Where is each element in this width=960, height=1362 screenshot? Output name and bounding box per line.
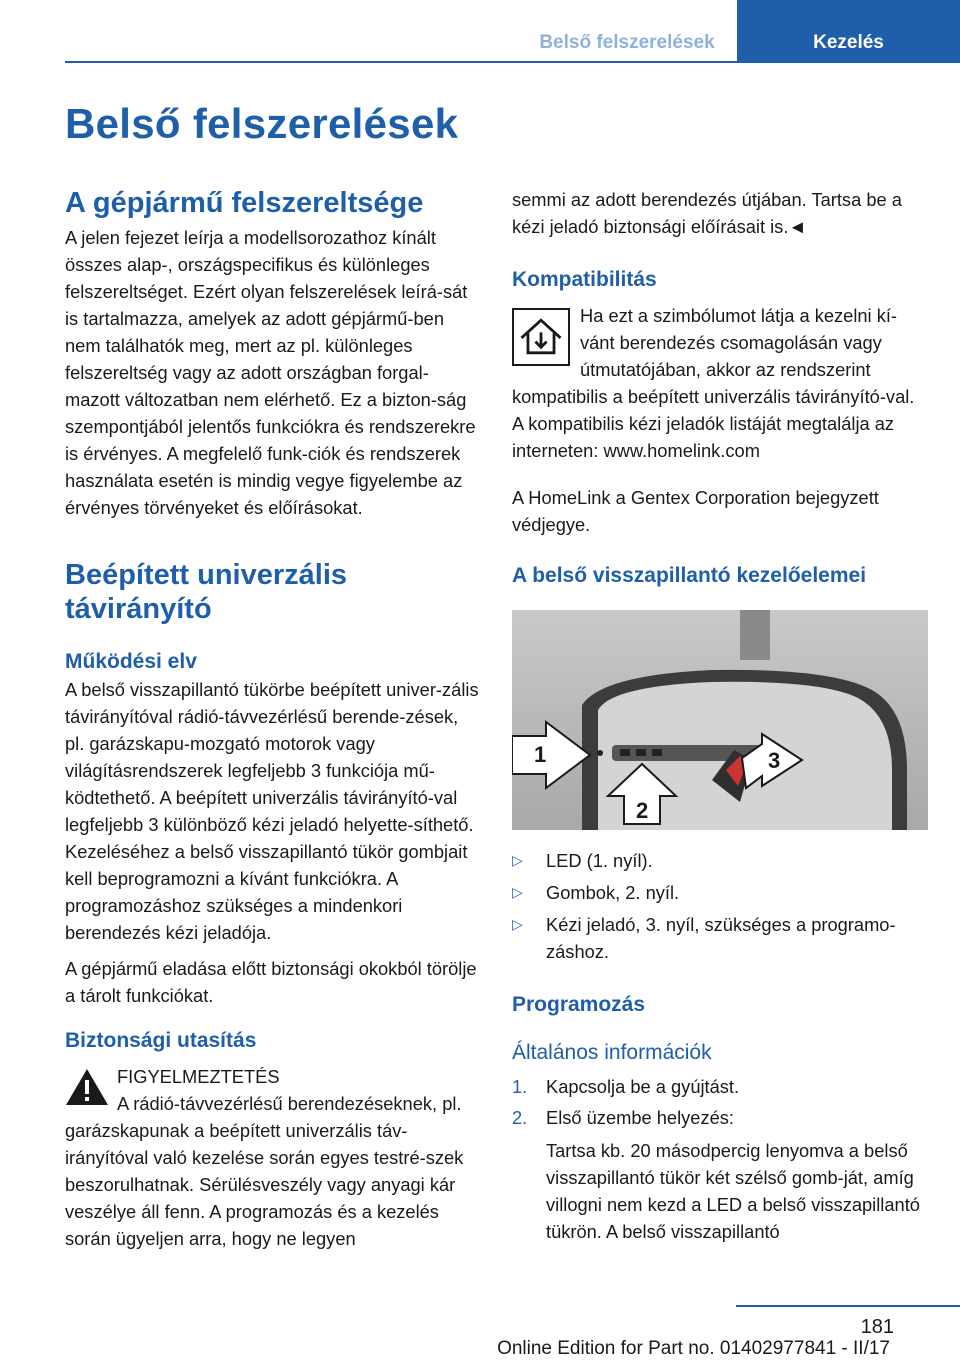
paragraph-continuation: semmi az adott berendezés útjában. Tartsa be a kézi jeladó biztonsági előírásait is.◄ <box>512 189 902 237</box>
step-number: 2. <box>512 1107 528 1128</box>
step-text: Kapcsolja be a gyújtást. <box>546 1076 740 1097</box>
list-item-text: Kézi jeladó, 3. nyíl, szükséges a programo-záshoz. <box>546 914 896 962</box>
heading-programming: Programozás <box>512 993 646 1016</box>
footer-edition: Online Edition for Part no. 01402977841 - II/17 <box>497 1338 890 1359</box>
paragraph-compat-2: A kompatibilis kézi jeladók listáját megtalálja az interneten: www.homelink.com <box>512 413 895 461</box>
list-item <box>512 1073 928 1100</box>
mirror-controls-list <box>512 847 928 965</box>
left-column <box>65 186 480 1252</box>
figure-label-2: 2 <box>636 798 649 823</box>
list-item <box>512 911 928 965</box>
paragraph-equipment: A jelen fejezet leírja a modellsorozathoz kínált összes alap-, országspecifikus és különleges felszereltséget. Ezért olyan felszerelések leírá-sát is tartalmazza, amelyek az adott gépjármű-ben nem találhatók meg, mert az pl. különleges felszereltség vagy az adott országban forgal-mazott változatban nem elérhető. Ez a bizton-ság szempontjából jelentős funkciókra és rendszerekre is érvényes. A megfelelő funk-ciók és rendszerek használata esetén is mindig vegye figyelembe az érvényes törvényeket és előírásokat. <box>65 227 476 518</box>
mirror-controls-figure <box>512 610 928 830</box>
list-item <box>512 879 928 906</box>
paragraph-compat-1: Ha ezt a szimbólumot látja a kezelni kí-vánt berendezés csomagolásán vagy útmutatójában, akkor az rendszerint kompatibilis a beépített univerzális távirányító-val. <box>512 305 915 407</box>
warning-block <box>65 1063 480 1090</box>
homelink-icon <box>512 308 570 366</box>
list-item <box>512 847 928 874</box>
page-title: Belső felszerelések <box>65 100 459 147</box>
figure-label-1: 1 <box>534 742 547 767</box>
list-item-text: Gombok, 2. nyíl. <box>546 882 680 903</box>
heading-equipment: A gépjármű felszereltsége <box>65 187 424 219</box>
footer-rule <box>736 1305 960 1307</box>
paragraph-compat-3: A HomeLink a Gentex Corporation bejegyzett védjegye. <box>512 487 879 535</box>
heading-operating-principle: Működési elv <box>65 650 197 673</box>
paragraph-principle-1: A belső visszapillantó tükörbe beépített univer-zális távirányítóval rádió-távvezérlésű berende-zések, pl. garázskapu-mozgató motorok vagy világításrendszerek legfeljebb 3 funkciója mű-ködtethető. A beépített univerzális távirányító-val legfeljebb 3 különböző kézi jeladó helyette-síthető. Kezeléséhez a belső visszapillantó tükör gombjait kell beprogramozni a kívánt funkciókra. A programozáshoz szükséges a mindenkori berendezés kézi jeladója. <box>65 679 479 943</box>
programming-steps <box>512 1073 928 1245</box>
header-section-label: Belső felszerelések <box>517 0 737 62</box>
heading-general-info: Általános információk <box>512 1041 712 1064</box>
triangle-bullet-icon: ▷ <box>512 884 523 900</box>
heading-mirror-controls: A belső visszapillantó kezelőelemei <box>512 564 867 587</box>
compatibility-block <box>512 302 928 410</box>
list-item-text: LED (1. nyíl). <box>546 850 653 871</box>
right-column <box>512 186 928 1249</box>
warning-icon <box>65 1067 109 1107</box>
step-number: 1. <box>512 1076 528 1097</box>
page-header <box>0 0 960 62</box>
warning-text: A rádió-távvezérlésű berendezéseknek, pl. garázskapunak a beépített univerzális táv-irányítóval való kezelése során egyes testré-szek beszorulhatnak. Sérülésveszély vagy anyagi kár veszélye áll fenn. A programozás és a kezelés során ügyeljen arra, hogy ne legyen <box>65 1093 464 1249</box>
triangle-bullet-icon: ▷ <box>512 916 523 932</box>
triangle-bullet-icon: ▷ <box>512 852 523 868</box>
figure-label-3: 3 <box>768 748 781 773</box>
header-rule <box>65 61 960 63</box>
heading-universal-remote: Beépített univerzális távirányító <box>65 559 348 625</box>
warning-title: FIGYELMEZTETÉS <box>117 1066 280 1087</box>
list-item <box>512 1104 928 1245</box>
page-number: 181 <box>860 1316 894 1338</box>
step-2-detail: Tartsa kb. 20 másodpercig lenyomva a belső visszapillantó tükör két szélső gomb-ját, amíg villogni nem kezd a LED a belső visszapillantó tükrön. A belső visszapillantó <box>546 1140 920 1242</box>
paragraph-principle-2: A gépjármű eladása előtt biztonsági okokból törölje a tárolt funkciókat. <box>65 958 477 1006</box>
heading-safety: Biztonsági utasítás <box>65 1029 257 1052</box>
step-text: Első üzembe helyezés: <box>546 1107 734 1128</box>
header-chapter-tab: Kezelés <box>737 0 960 62</box>
heading-compatibility: Kompatibilitás <box>512 268 657 291</box>
